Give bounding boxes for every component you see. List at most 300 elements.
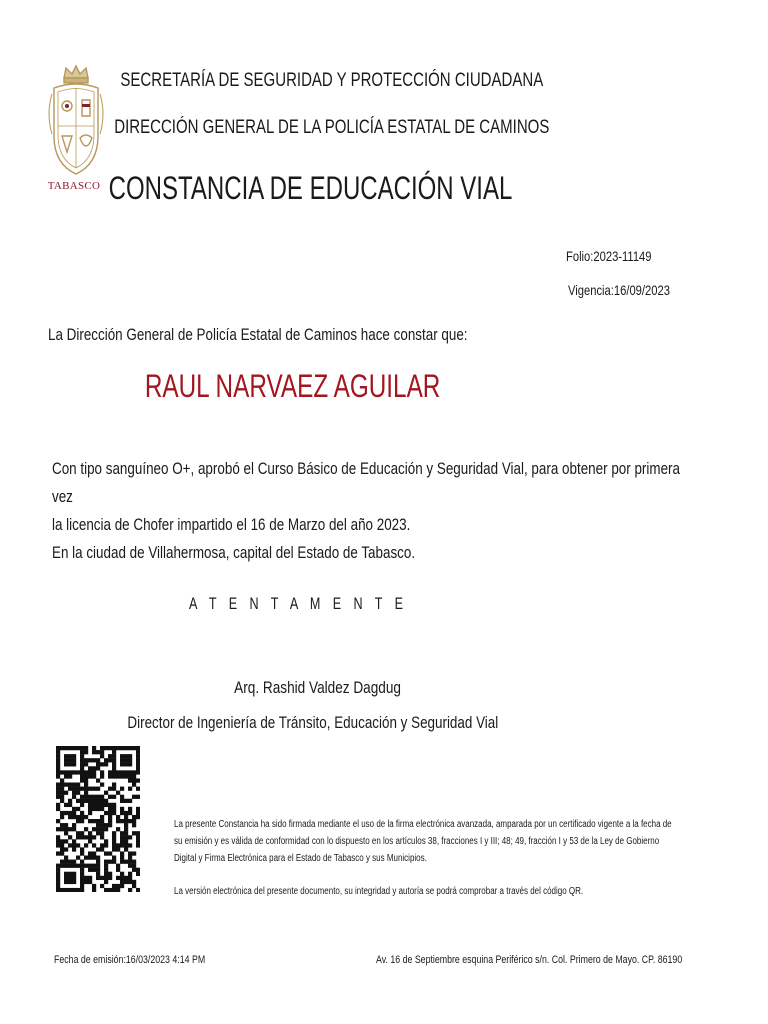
qr-module xyxy=(136,795,140,799)
qr-module xyxy=(108,819,112,823)
qr-module xyxy=(56,835,60,839)
qr-module xyxy=(68,758,72,762)
qr-module xyxy=(136,807,140,811)
qr-module xyxy=(72,880,76,884)
qr-module xyxy=(100,807,104,811)
qr-module xyxy=(56,762,60,766)
qr-module xyxy=(56,807,60,811)
qr-module xyxy=(80,746,84,750)
qr-module xyxy=(68,799,72,803)
qr-module xyxy=(80,762,84,766)
qr-module xyxy=(72,888,76,892)
qr-module xyxy=(136,778,140,782)
qr-module xyxy=(124,827,128,831)
qr-module xyxy=(92,888,96,892)
qr-module xyxy=(92,843,96,847)
qr-module xyxy=(136,839,140,843)
qr-module xyxy=(88,839,92,843)
qr-module xyxy=(132,823,136,827)
qr-module xyxy=(60,770,64,774)
qr-module xyxy=(92,856,96,860)
qr-module xyxy=(112,787,116,791)
qr-module xyxy=(120,835,124,839)
qr-module xyxy=(88,864,92,868)
qr-module xyxy=(136,843,140,847)
qr-module xyxy=(80,803,84,807)
qr-module xyxy=(88,787,92,791)
qr-module xyxy=(80,770,84,774)
qr-module xyxy=(120,746,124,750)
qr-module xyxy=(60,864,64,868)
qr-module xyxy=(68,860,72,864)
qr-module xyxy=(68,787,72,791)
qr-module xyxy=(72,815,76,819)
qr-module xyxy=(72,823,76,827)
qr-module xyxy=(124,831,128,835)
qr-module xyxy=(124,746,128,750)
qr-module xyxy=(116,884,120,888)
recipient-name: RAUL NARVAEZ AGUILAR xyxy=(144,368,441,404)
qr-module xyxy=(88,758,92,762)
qr-module xyxy=(100,754,104,758)
qr-module xyxy=(80,754,84,758)
qr-module xyxy=(132,819,136,823)
qr-module xyxy=(92,827,96,831)
qr-module xyxy=(64,872,68,876)
qr-module xyxy=(80,847,84,851)
qr-module xyxy=(128,762,132,766)
qr-module xyxy=(84,856,88,860)
qr-module xyxy=(84,864,88,868)
qr-module xyxy=(116,847,120,851)
qr-module xyxy=(68,762,72,766)
qr-module xyxy=(76,787,80,791)
qr-module xyxy=(88,819,92,823)
qr-module xyxy=(68,774,72,778)
emission-date: Fecha de emisión:16/03/2023 4:14 PM xyxy=(54,954,206,966)
qr-module xyxy=(124,758,128,762)
qr-module xyxy=(104,758,108,762)
qr-module xyxy=(56,851,60,855)
qr-module xyxy=(60,815,64,819)
qr-module xyxy=(80,831,84,835)
qr-module xyxy=(100,783,104,787)
qr-module xyxy=(96,758,100,762)
qr-module xyxy=(80,815,84,819)
qr-module xyxy=(128,856,132,860)
qr-module xyxy=(84,750,88,754)
qr-module xyxy=(112,758,116,762)
qr-module xyxy=(56,754,60,758)
qr-module xyxy=(60,827,64,831)
qr-module xyxy=(136,831,140,835)
qr-module xyxy=(80,758,84,762)
legal-line-3: Digital y Firma Electrónica para el Estado de Tabasco y sus Municipios. xyxy=(174,853,427,864)
qr-module xyxy=(84,758,88,762)
qr-module xyxy=(68,811,72,815)
qr-module xyxy=(68,880,72,884)
qr-module xyxy=(124,815,128,819)
qr-module xyxy=(76,831,80,835)
qr-module xyxy=(104,864,108,868)
qr-module xyxy=(56,803,60,807)
qr-module xyxy=(96,847,100,851)
qr-module xyxy=(120,811,124,815)
qr-module xyxy=(64,856,68,860)
qr-module xyxy=(128,851,132,855)
qr-module xyxy=(64,754,68,758)
qr-module xyxy=(92,774,96,778)
qr-module xyxy=(136,766,140,770)
qr-module xyxy=(56,783,60,787)
qr-module xyxy=(68,843,72,847)
qr-module xyxy=(88,868,92,872)
qr-module xyxy=(64,783,68,787)
qr-module xyxy=(68,835,72,839)
qr-module xyxy=(68,783,72,787)
qr-module xyxy=(112,835,116,839)
qr-module xyxy=(80,872,84,876)
qr-module xyxy=(100,815,104,819)
qr-module xyxy=(92,799,96,803)
qr-module xyxy=(104,791,108,795)
qr-module xyxy=(116,770,120,774)
qr-module xyxy=(96,787,100,791)
qr-module xyxy=(76,888,80,892)
qr-module xyxy=(68,770,72,774)
qr-module xyxy=(120,880,124,884)
qr-module xyxy=(136,888,140,892)
qr-module xyxy=(104,811,108,815)
qr-module xyxy=(60,851,64,855)
qr-module xyxy=(128,860,132,864)
qr-module xyxy=(56,750,60,754)
qr-module xyxy=(120,799,124,803)
paragraph-line-1: Con tipo sanguíneo O+, aprobó el Curso Básico de Educación y Seguridad Vial, para obtener por primera vez xyxy=(52,459,681,506)
qr-module xyxy=(112,774,116,778)
qr-module xyxy=(116,819,120,823)
qr-module xyxy=(84,778,88,782)
qr-module xyxy=(120,762,124,766)
qr-module xyxy=(96,819,100,823)
qr-module xyxy=(92,758,96,762)
qr-module xyxy=(60,787,64,791)
qr-module xyxy=(116,791,120,795)
qr-module xyxy=(96,868,100,872)
qr-module xyxy=(100,799,104,803)
qr-module xyxy=(112,803,116,807)
qr-module xyxy=(104,839,108,843)
qr-module xyxy=(116,876,120,880)
qr-module xyxy=(132,774,136,778)
qr-module xyxy=(104,860,108,864)
qr-module xyxy=(116,888,120,892)
qr-module xyxy=(92,819,96,823)
qr-module xyxy=(72,754,76,758)
qr-module xyxy=(92,864,96,868)
qr-module xyxy=(92,750,96,754)
qr-module xyxy=(56,884,60,888)
qr-module xyxy=(80,819,84,823)
qr-module xyxy=(100,762,104,766)
qr-module xyxy=(84,746,88,750)
header-direccion: DIRECCIÓN GENERAL DE LA POLICÍA ESTATAL DE CAMINOS xyxy=(114,117,550,138)
qr-module xyxy=(104,872,108,876)
qr-module xyxy=(84,815,88,819)
qr-module xyxy=(68,754,72,758)
qr-module xyxy=(136,872,140,876)
qr-module xyxy=(108,851,112,855)
qr-module xyxy=(108,823,112,827)
qr-module xyxy=(136,815,140,819)
qr-module xyxy=(136,770,140,774)
qr-module xyxy=(104,827,108,831)
qr-module xyxy=(100,884,104,888)
qr-module xyxy=(56,766,60,770)
qr-module xyxy=(88,766,92,770)
qr-module xyxy=(64,791,68,795)
qr-module xyxy=(80,880,84,884)
qr-module xyxy=(136,868,140,872)
qr-module xyxy=(76,819,80,823)
qr-module xyxy=(104,843,108,847)
qr-module xyxy=(56,827,60,831)
qr-module xyxy=(100,847,104,851)
qr-module xyxy=(104,888,108,892)
qr-module xyxy=(136,758,140,762)
qr-module xyxy=(64,888,68,892)
qr-module xyxy=(104,803,108,807)
qr-module xyxy=(108,770,112,774)
qr-module xyxy=(56,758,60,762)
qr-module xyxy=(112,783,116,787)
qr-module xyxy=(108,754,112,758)
qr-module xyxy=(120,795,124,799)
office-address: Av. 16 de Septiembre esquina Periférico s/n. Col. Primero de Mayo. CP. 86190 xyxy=(376,954,683,966)
qr-module xyxy=(92,770,96,774)
header-secretaria: SECRETARÍA DE SEGURIDAD Y PROTECCIÓN CIUDADANA xyxy=(120,70,544,91)
qr-module xyxy=(120,876,124,880)
qr-module xyxy=(68,872,72,876)
qr-module xyxy=(84,787,88,791)
qr-module xyxy=(96,795,100,799)
qr-module xyxy=(60,746,64,750)
qr-module xyxy=(100,795,104,799)
qr-module xyxy=(120,851,124,855)
qr-module xyxy=(80,888,84,892)
qr-module xyxy=(104,880,108,884)
qr-module xyxy=(96,778,100,782)
qr-module xyxy=(136,746,140,750)
qr-module xyxy=(56,868,60,872)
qr-module xyxy=(136,811,140,815)
qr-module xyxy=(132,778,136,782)
qr-module xyxy=(80,860,84,864)
qr-module xyxy=(124,835,128,839)
qr-module xyxy=(108,758,112,762)
qr-module xyxy=(112,770,116,774)
qr-module xyxy=(88,876,92,880)
qr-module xyxy=(128,872,132,876)
qr-module xyxy=(108,888,112,892)
qr-module xyxy=(112,847,116,851)
qr-code-icon xyxy=(56,746,140,892)
qr-module xyxy=(68,864,72,868)
qr-module xyxy=(132,868,136,872)
qr-module xyxy=(76,815,80,819)
qr-module xyxy=(128,811,132,815)
legal-notice xyxy=(174,816,715,867)
qr-module xyxy=(84,835,88,839)
qr-module xyxy=(72,795,76,799)
qr-module xyxy=(60,847,64,851)
qr-module xyxy=(56,864,60,868)
qr-module xyxy=(132,860,136,864)
qr-module xyxy=(92,835,96,839)
qr-module xyxy=(60,783,64,787)
qr-module xyxy=(100,750,104,754)
qr-module xyxy=(120,770,124,774)
qr-module xyxy=(96,872,100,876)
qr-module xyxy=(108,872,112,876)
qr-module xyxy=(104,876,108,880)
qr-module xyxy=(84,774,88,778)
qr-module xyxy=(72,839,76,843)
qr-module xyxy=(80,766,84,770)
qr-module xyxy=(128,787,132,791)
qr-module xyxy=(64,860,68,864)
qr-module xyxy=(88,851,92,855)
qr-module xyxy=(68,876,72,880)
qr-module xyxy=(96,864,100,868)
qr-module xyxy=(104,762,108,766)
qr-module xyxy=(88,856,92,860)
qr-module xyxy=(128,758,132,762)
vigencia-date: Vigencia:16/09/2023 xyxy=(568,282,670,298)
qr-module xyxy=(112,884,116,888)
qr-module xyxy=(88,835,92,839)
qr-module xyxy=(60,860,64,864)
qr-module xyxy=(84,783,88,787)
qr-module xyxy=(132,880,136,884)
qr-module xyxy=(128,799,132,803)
qr-module xyxy=(80,864,84,868)
qr-module xyxy=(80,811,84,815)
qr-module xyxy=(72,770,76,774)
qr-module xyxy=(104,868,108,872)
qr-module xyxy=(76,864,80,868)
qr-module xyxy=(108,811,112,815)
qr-module xyxy=(92,766,96,770)
qr-module xyxy=(120,774,124,778)
qr-module xyxy=(80,835,84,839)
qr-module xyxy=(72,811,76,815)
qr-module xyxy=(120,758,124,762)
qr-module xyxy=(104,851,108,855)
closing-atentamente: A T E N T A M E N T E xyxy=(189,594,408,613)
qr-module xyxy=(92,868,96,872)
qr-module xyxy=(124,839,128,843)
qr-module xyxy=(76,807,80,811)
qr-module xyxy=(68,815,72,819)
qr-module xyxy=(56,880,60,884)
qr-module xyxy=(120,872,124,876)
qr-module xyxy=(84,762,88,766)
qr-module xyxy=(64,823,68,827)
qr-module xyxy=(124,754,128,758)
qr-module xyxy=(124,774,128,778)
qr-module xyxy=(100,876,104,880)
qr-module xyxy=(108,876,112,880)
qr-module xyxy=(100,827,104,831)
qr-module xyxy=(80,750,84,754)
qr-module xyxy=(132,746,136,750)
qr-module xyxy=(128,835,132,839)
city-text: En la ciudad de Villahermosa, capital del Estado de Tabasco. xyxy=(52,543,416,562)
qr-module xyxy=(80,778,84,782)
qr-module xyxy=(112,754,116,758)
qr-module xyxy=(116,815,120,819)
qr-module xyxy=(72,791,76,795)
qr-module xyxy=(56,872,60,876)
qr-module xyxy=(128,770,132,774)
qr-module xyxy=(112,839,116,843)
qr-module xyxy=(136,754,140,758)
qr-module xyxy=(88,803,92,807)
qr-module xyxy=(56,746,60,750)
qr-module xyxy=(120,807,124,811)
qr-module xyxy=(64,774,68,778)
qr-module xyxy=(96,823,100,827)
legal-line-2: su emisión y es válida de conformidad con lo dispuesto en los artículos 38, fracciones I y III; 48; 49, fracción I y 53 de la Ley de Gobierno xyxy=(174,836,660,847)
qr-module xyxy=(92,851,96,855)
qr-module xyxy=(80,868,84,872)
qr-module xyxy=(56,876,60,880)
qr-module xyxy=(92,746,96,750)
qr-module xyxy=(88,799,92,803)
qr-code xyxy=(56,746,140,892)
folio-number: Folio:2023-11149 xyxy=(566,248,652,264)
qr-module xyxy=(124,770,128,774)
qr-module xyxy=(92,807,96,811)
qr-module xyxy=(128,888,132,892)
qr-module xyxy=(64,770,68,774)
qr-module xyxy=(76,843,80,847)
qr-module xyxy=(112,750,116,754)
qr-module xyxy=(100,835,104,839)
qr-module xyxy=(56,795,60,799)
qr-module xyxy=(56,774,60,778)
qr-module xyxy=(124,799,128,803)
qr-module xyxy=(60,839,64,843)
qr-module xyxy=(76,783,80,787)
qr-module xyxy=(92,884,96,888)
qr-module xyxy=(64,876,68,880)
qr-module xyxy=(108,807,112,811)
qr-module xyxy=(64,839,68,843)
qr-module xyxy=(72,843,76,847)
qr-module xyxy=(100,803,104,807)
qr-module xyxy=(128,876,132,880)
qr-module xyxy=(60,823,64,827)
qr-module xyxy=(84,876,88,880)
qr-module xyxy=(112,795,116,799)
qr-module xyxy=(112,888,116,892)
qr-verification-note: La versión electrónica del presente documento, su integridad y autoría se podrá comprobar a través del código QR. xyxy=(174,886,584,897)
qr-module xyxy=(112,766,116,770)
qr-module xyxy=(60,791,64,795)
qr-module xyxy=(60,843,64,847)
